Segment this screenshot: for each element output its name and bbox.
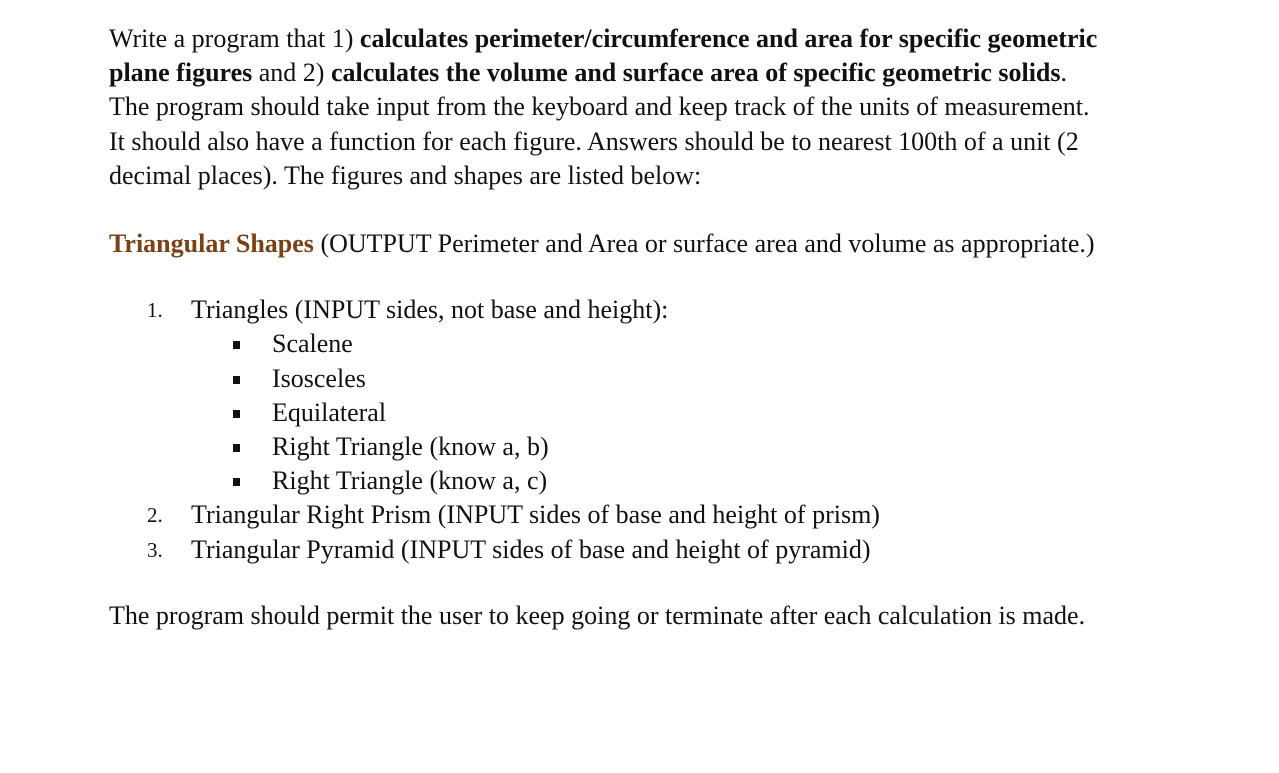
bullet-item-text: Equilateral	[272, 397, 387, 427]
list-item-text: Triangular Right Prism (INPUT sides of base and height of prism)	[191, 500, 880, 530]
square-bullet-icon	[233, 376, 240, 384]
bullet-item	[109, 327, 1229, 361]
bullet-item	[109, 396, 1229, 430]
document-body	[109, 22, 1229, 633]
list-item	[109, 533, 1229, 567]
square-bullet-icon	[233, 444, 240, 452]
intro-text-2: and 2)	[252, 58, 331, 88]
intro-paragraph	[109, 22, 1109, 193]
section-description: (OUTPUT Perimeter and Area or surface area and volume as appropriate.)	[313, 229, 1095, 259]
square-bullet-icon	[233, 410, 240, 418]
intro-text-3: . The program should take input from the keyboard and keep track of the units of measurement. It should also have a function for each figure. Answers should be to nearest 100th of a unit (2 decimal places). The figures and shapes are listed below:	[109, 58, 1090, 190]
bullet-item	[109, 430, 1229, 464]
list-item	[109, 293, 1229, 327]
section-title: Triangular Shapes	[109, 229, 314, 259]
intro-bold-1: calculates perimeter/circumference and area for specific geometric plane figures	[109, 24, 1098, 88]
intro-text-1: Write a program that 1)	[109, 24, 360, 53]
list-number: 2.	[147, 503, 163, 528]
bullet-item	[109, 362, 1229, 396]
bullet-item-text: Isosceles	[272, 363, 366, 393]
bullet-list	[109, 327, 1229, 498]
list-number: 3.	[147, 537, 163, 562]
list-number: 1.	[147, 298, 163, 323]
square-bullet-icon	[233, 341, 240, 349]
list-item	[109, 498, 1229, 532]
bullet-item-text: Right Triangle (know a, c)	[272, 466, 548, 496]
list-item-text: Triangles (INPUT sides, not base and height):	[191, 295, 669, 325]
section-paragraph	[109, 227, 1229, 261]
square-bullet-icon	[233, 478, 240, 486]
list-item-text: Triangular Pyramid (INPUT sides of base and height of pyramid)	[191, 534, 871, 564]
bullet-item-text: Scalene	[272, 329, 353, 359]
numbered-list	[109, 293, 1229, 567]
bullet-item-text: Right Triangle (know a, b)	[272, 432, 549, 462]
intro-bold-2: calculates the volume and surface area of specific geometric solids	[330, 58, 1061, 88]
bullet-item	[109, 464, 1229, 498]
closing-paragraph: The program should permit the user to keep going or terminate after each calculation is made.	[109, 600, 1086, 630]
